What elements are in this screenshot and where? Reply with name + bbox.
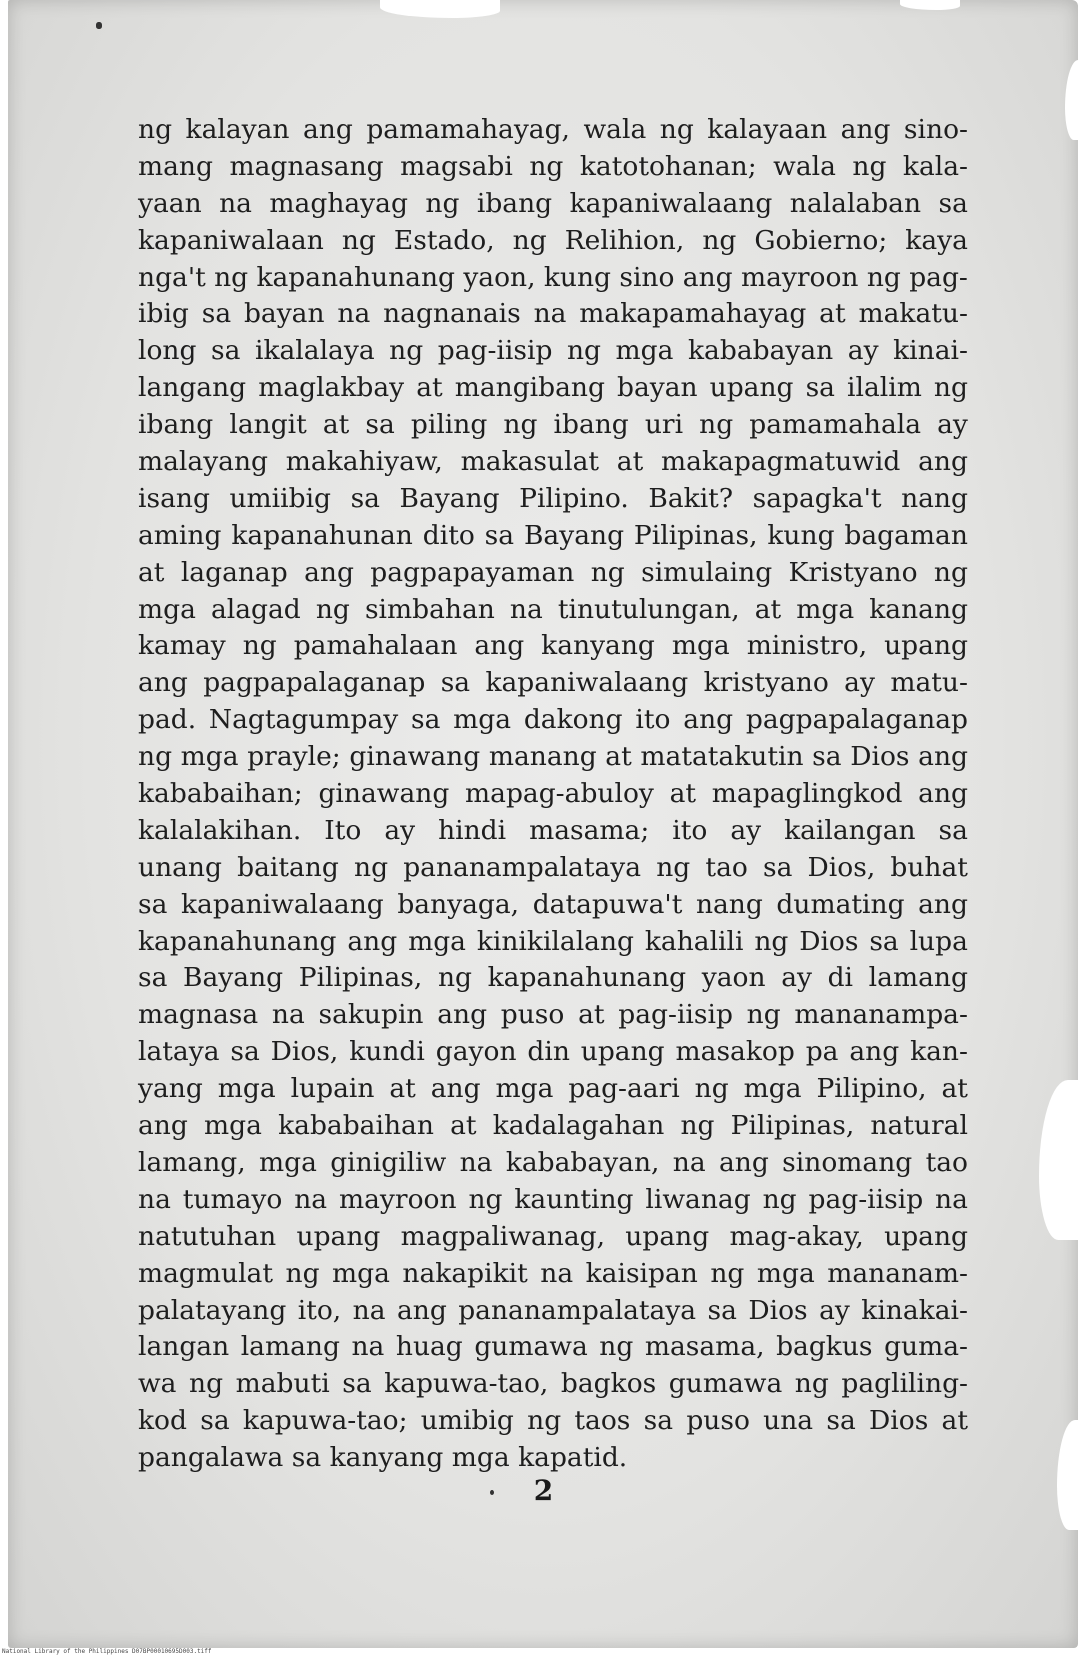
text-line: palatayang ito, na ang pananampalataya sa Dios ay kinakai- (138, 1294, 968, 1326)
text-line: ang pagpapalaganap sa kapaniwalaang kristyano ay matu- (138, 667, 968, 699)
text-line: long sa ikalalaya ng pag-iisip ng mga kababayan ay kinai- (138, 335, 968, 367)
text-line: aming kapanahunan dito sa Bayang Pilipinas, kung bagaman (138, 519, 968, 551)
text-line: kod sa kapuwa-tao; umibig ng taos sa puso una sa Dios at (138, 1405, 968, 1437)
text-line: kababaihan; ginawang mapag-abuloy at mapaglingkod ang (138, 778, 968, 810)
text-line: wa ng mabuti sa kapuwa-tao, bagkos gumawa ng pagliling- (138, 1368, 968, 1400)
text-line: nga't ng kapanahunang yaon, kung sino ang mayroon ng pag- (138, 261, 968, 293)
text-line: ng kalayan ang pamamahayag, wala ng kalayaan ang sino- (138, 114, 968, 145)
text-line: mga alagad ng simbahan na tinutulungan, at mga kanang (138, 593, 968, 625)
text-line: ibig sa bayan na nagnanais na makapamahayag at makatu- (138, 298, 968, 330)
text-line: ng mga prayle; ginawang manang at matatakutin sa Dios ang (138, 741, 968, 773)
text-line: pad. Nagtagumpay sa mga dakong ito ang pagpapalaganap (138, 704, 968, 736)
text-line: kalalakihan. Ito ay hindi masama; ito ay kailangan sa (138, 814, 968, 846)
scan-caption: National Library of the Philippines D07BP00010695D003.tiff (2, 1648, 212, 1655)
body-text (138, 112, 968, 1477)
text-line: lataya sa Dios, kundi gayon din upang masakop pa ang kan- (138, 1036, 968, 1068)
text-line: mang magnasang magsabi ng katotohanan; wala ng kala- (138, 150, 968, 182)
text-line: isang umiibig sa Bayang Pilipino. Bakit? sapagka't nang (138, 482, 968, 514)
text-line: pangalawa sa kanyang mga kapatid. (138, 1442, 628, 1474)
text-line: langan lamang na huag gumawa ng masama, bagkus guma- (138, 1331, 968, 1363)
text-line: yang mga lupain at ang mga pag-aari ng mga Pilipino, at (138, 1073, 968, 1105)
text-line: at laganap ang pagpapayaman ng simulaing Kristyano ng (138, 556, 968, 588)
text-line: malayang makahiyaw, makasulat at makapagmatuwid ang (138, 446, 968, 478)
ink-speck (96, 22, 102, 29)
text-line: natutuhan upang magpaliwanag, upang mag-akay, upang (138, 1220, 968, 1252)
text-line: kapanahunang ang mga kinikilalang kahalili ng Dios sa lupa (138, 925, 968, 957)
text-line: sa kapaniwalaang banyaga, datapuwa't nang dumating ang (138, 888, 968, 920)
text-line: sa Bayang Pilipinas, ng kapanahunang yaon ay di lamang (138, 962, 968, 994)
text-line: ibang langit at sa piling ng ibang uri ng pamamahala ay (138, 409, 968, 441)
text-line: magnasa na sakupin ang puso at pag-iisip ng mananampa- (138, 999, 968, 1031)
text-line: magmulat ng mga nakapikit na kaisipan ng mga mananam- (138, 1257, 968, 1289)
text-line: unang baitang ng pananampalataya ng tao sa Dios, buhat (138, 851, 968, 883)
text-line: ang mga kababaihan at kadalagahan ng Pilipinas, natural (138, 1110, 968, 1142)
text-line: yaan na maghayag ng ibang kapaniwalaang nalalaban sa (138, 187, 968, 219)
text-line: langang maglakbay at mangibang bayan upang sa ilalim ng (138, 372, 968, 404)
text-line: kapaniwalaan ng Estado, ng Relihion, ng Gobierno; kaya (138, 224, 968, 256)
text-line: na tumayo na mayroon ng kaunting liwanag ng pag-iisip na (138, 1183, 968, 1215)
torn-edge-right-upper (1065, 60, 1087, 140)
text-line: kamay ng pamahalaan ang kanyang mga ministro, upang (138, 630, 968, 662)
text-line: lamang, mga ginigiliw na kababayan, na ang sinomang tao (138, 1146, 968, 1178)
page-number: 2 (533, 1474, 554, 1507)
